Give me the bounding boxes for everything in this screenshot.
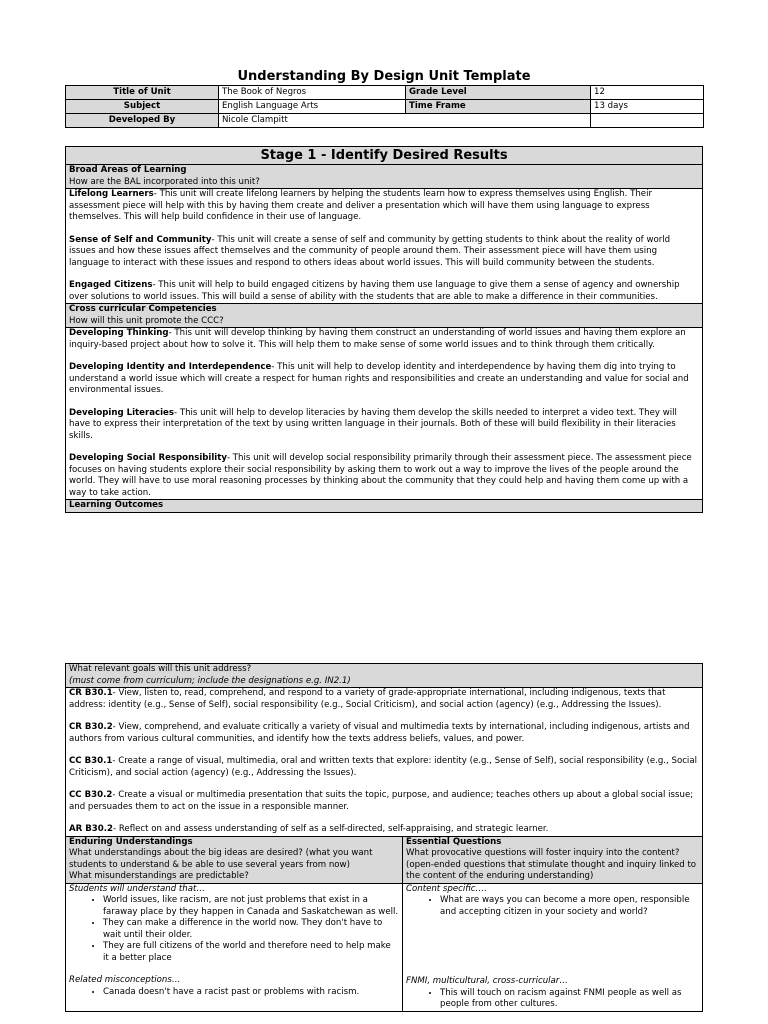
eq-desc: What provocative questions will foster inquiry into the content? (open-ended questions that stimulate thought and inquiry linked to the content of the enduring understanding) — [406, 848, 697, 881]
ccc-item: Developing Thinking- This unit will develop thinking by having them construct an understanding of world issues and having them explore an inquiry-based project about how to solve it. This will help them to make sense of some world issues and to think through them critically. — [69, 328, 686, 350]
bal-item: Lifelong Learners- This unit will create lifelong learners by helping the students learn how to express themselves using English. Their assessment piece will help with this by having them create and deliver a presentation which will have them using language to express themselves. This will help build confidence in their use of language. — [69, 189, 652, 222]
developer-label: Developed By — [66, 114, 219, 128]
eq-content-label: Content specific…. — [406, 883, 487, 894]
title-label: Title of Unit — [66, 86, 219, 100]
bal-header — [66, 165, 703, 189]
list-item: • They can make a difference in the world now. They don't have to wait until their older. — [103, 918, 399, 941]
eq-fnmi-label: FNMI, multicultural, cross-curricular… — [406, 976, 568, 986]
list-item: • Canada doesn't have a racist past or problems with racism. — [103, 987, 399, 999]
bal-item: Sense of Self and Community- This unit will create a sense of self and community by getting students to think about the reality of world issues and how these issues affect themselves and the community of people around them. Their assessment piece will have them using language to interact with these issues and respond to others ideas about world issues. This will build community between the students. — [69, 234, 671, 268]
eq-content-list — [406, 895, 699, 918]
goals-content — [66, 688, 703, 837]
list-item: • World issues, like racism, are not just problems that exist in a faraway place by they happen in Canada and Saskatchewan as well. — [103, 895, 399, 918]
goals-question: What relevant goals will this unit address? — [69, 664, 252, 674]
ccc-item: Developing Social Responsibility- This unit will develop social responsibility primarily through their assessment piece. The assessment piece focuses on having students explore their social responsibility by asking them to work out a way to improve the lives of the people around the world. They will have to use moral reasoning processes by thinking about the community that they could help and having them come up with a way to take action. — [69, 453, 692, 498]
eu-bullet-list — [69, 895, 399, 964]
eq-heading: Essential Questions — [406, 836, 502, 847]
ccc-header — [66, 304, 703, 328]
eu-heading: Enduring Understandings — [69, 836, 193, 847]
bal-heading: Broad Areas of Learning — [69, 165, 187, 175]
document-title: Understanding By Design Unit Template — [237, 69, 531, 84]
developer-value: Nicole Clampitt — [219, 114, 591, 128]
unit-header-table — [65, 85, 704, 128]
eu-students-label: Students will understand that… — [69, 883, 205, 894]
eq-content — [403, 883, 703, 1011]
subject-value: English Language Arts — [219, 100, 406, 114]
list-item: • What are ways you can become a more open, responsible and accepting citizen in your society and world? — [440, 895, 699, 918]
eu-misconceptions-label: Related misconceptions… — [69, 975, 181, 985]
eu-desc1: What understandings about the big ideas are desired? (what you want students to understand & be able to use several years from now) — [69, 848, 373, 870]
goal-item: CC B30.2- Create a visual or multimedia presentation that suits the topic, purpose, and audience; teaches others up about a global social issue; and persuades them to act on the issue in a responsible manner. — [69, 790, 694, 812]
stage1-table — [65, 146, 703, 513]
ccc-item: Developing Identity and Interdependence- This unit will help to develop identity and interdependence by having them dig into trying to understand a world issue which will create a respect for human rights and responsibilities and create an understanding and value for social and environmental issues. — [69, 362, 689, 395]
ccc-content — [66, 328, 703, 500]
title-value: The Book of Negros — [219, 86, 406, 100]
eu-header — [66, 836, 403, 883]
bal-question: How are the BAL incorporated into this unit? — [69, 176, 260, 187]
eq-fnmi-list — [406, 988, 699, 1011]
goal-item: CC B30.1- Create a range of visual, multimedia, oral and written texts that explore: identity (e.g., Sense of Self), social responsibility (e.g., Social Criticism), and social action (agency) (e.g., Addressing the Issues). — [69, 756, 697, 778]
grade-label: Grade Level — [406, 86, 591, 100]
stage1-title: Stage 1 - Identify Desired Results — [66, 147, 703, 165]
goals-table — [65, 663, 703, 1012]
eu-content — [66, 883, 403, 1011]
goal-item: AR B30.2- Reflect on and assess understanding of self as a self-directed, self-appraising, and strategic learner. — [69, 824, 549, 834]
eq-header — [403, 836, 703, 883]
time-label: Time Frame — [406, 100, 591, 114]
bal-content — [66, 189, 703, 304]
ccc-item: Developing Literacies- This unit will help to develop literacies by having them develop the skills needed to interpret a video text. They will have to express their interpretation of the text by using written language in their journals. Both of these will build flexibility in their literacies skills. — [69, 407, 677, 441]
ccc-heading: Cross curricular Competencies — [69, 304, 217, 314]
goal-item: CR B30.1- View, listen to, read, comprehend, and respond to a variety of grade-appropriate international, including indigenous, texts that address: identity (e.g., Sense of Self), social responsibility (e.g., Social Criticism), and social action (agency) (e.g., Addressing the Issues). — [69, 688, 666, 710]
goal-item: CR B30.2- View, comprehend, and evaluate critically a variety of visual and multimedia texts by international, including indigenous, artists and authors from various cultural communities, and identify how the texts address beliefs, values, and power. — [69, 722, 690, 744]
learning-outcomes-heading: Learning Outcomes — [66, 500, 703, 513]
goals-header — [66, 664, 703, 688]
bal-item: Engaged Citizens- This unit will help to build engaged citizens by having them use language to give them a sense of agency and ownership over solutions to world issues. This will build a sense of ability with the students that are able to make a difference in their communities. — [69, 280, 680, 302]
eu-desc2: What misunderstandings are predictable? — [69, 871, 249, 881]
subject-label: Subject — [66, 100, 219, 114]
grade-value: 12 — [591, 86, 704, 100]
list-item: • They are full citizens of the world and therefore need to help make it a better place — [103, 941, 399, 964]
misconceptions-list — [69, 987, 399, 999]
list-item: • This will touch on racism against FNMI people as well as people from other cultures. — [440, 988, 699, 1011]
goals-note: (must come from curriculum; include the designations e.g. IN2.1) — [69, 675, 351, 686]
time-value: 13 days — [591, 100, 704, 114]
ccc-question: How will this unit promote the CCC? — [69, 315, 224, 326]
